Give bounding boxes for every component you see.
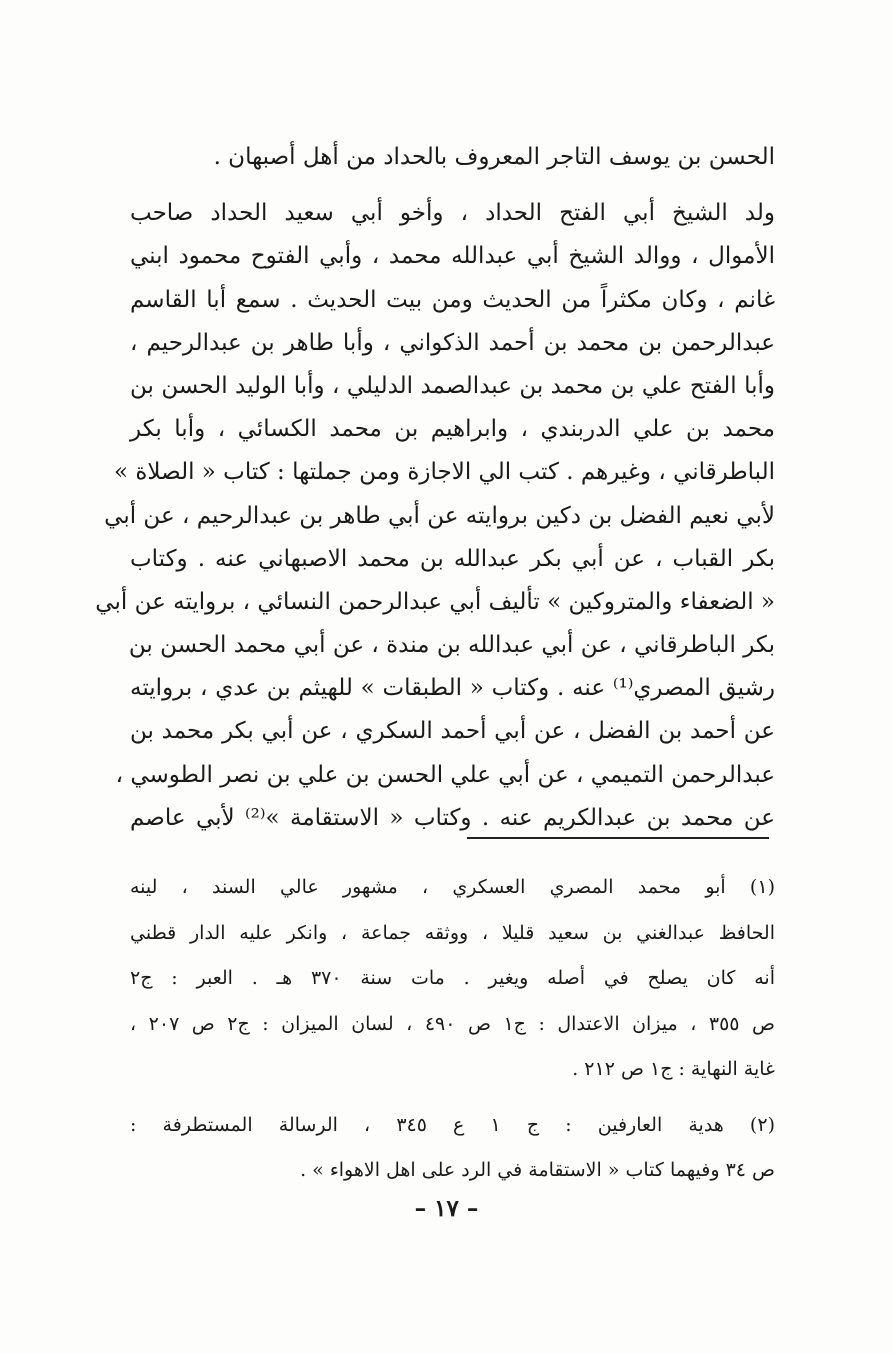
page-number: – ١٧ –	[414, 1195, 479, 1222]
text-line: « الضعفاء والمتروكين » تأليف أبي عبدالرحمن النسائي ، بروايته عن أبي	[95, 588, 775, 615]
footnote-line: (٢) هدية العارفين : ج ١ ع ٣٤٥ ، الرسالة المستطرفة :	[130, 1113, 775, 1136]
text-line: غانم ، وكان مكثراً من الحديث ومن بيت الحديث . سمع أبا القاسم	[130, 286, 775, 313]
footnotes-block	[130, 865, 775, 1194]
footnote-line: ص ٣٤ وفيهما كتاب « الاستقامة في الرد على اهل الاهواء » .	[300, 1159, 775, 1181]
text-line: عبدالرحمن بن محمد بن أحمد الذكواني ، وأبا طاهر بن عبدالرحيم ،	[130, 329, 775, 356]
text-line: رشيق المصري⁽¹⁾ عنه . وكتاب « الطبقات » للهيثم بن عدي ، بروايته	[130, 675, 776, 702]
main-text-block	[95, 136, 776, 840]
text-line: وأبا الفتح علي بن محمد بن عبدالصمد الدليلي ، وأبا الوليد الحسن بن	[130, 372, 775, 399]
text-line: عن أحمد بن الفضل ، عن أبي أحمد السكري ، عن أبي بكر محمد بن	[130, 718, 775, 745]
footnote-line: الحافظ عبدالغني بن سعيد قليلا ، ووثقه جماعة ، وانكر عليه الدار قطني	[130, 921, 775, 944]
text-line: محمد بن علي الدربندي ، وابراهيم بن محمد الكسائي ، وأبا بكر	[130, 416, 775, 443]
footnote-divider	[467, 837, 769, 839]
footnote-line: ص ٣٥٥ ، ميزان الاعتدال : ج١ ص ٤٩٠ ، لسان الميزان : ج٢ ص ٢٠٧ ،	[130, 1012, 775, 1035]
text-line: الحسن بن يوسف التاجر المعروف بالحداد من أهل أصبهان .	[213, 144, 775, 170]
text-line: لأبي نعيم الفضل بن دكين بروايته عن أبي طاهر بن عبدالرحيم ، عن أبي	[104, 502, 775, 529]
text-line: عن محمد بن عبدالكريم عنه . وكتاب « الاستقامة »⁽²⁾ لأبي عاصم	[130, 804, 776, 831]
footnote-line: (١) أبو محمد المصري العسكري ، مشهور عالي السند ، لينه	[130, 876, 775, 898]
text-line: بكر الباطرقاني ، عن أبي عبدالله بن مندة ، عن أبي محمد الحسن بن	[128, 632, 775, 659]
text-line: الباطرقاني ، وغيرهم . كتب الي الاجازة ومن جملتها : كتاب « الصلاة »	[113, 459, 775, 486]
text-line: ولد الشيخ أبي الفتح الحداد ، وأخو أبي سعيد الحداد صاحب	[130, 200, 775, 227]
text-line: عبدالرحمن التميمي ، عن أبي علي الحسن بن علي بن نصر الطوسي ،	[115, 761, 775, 788]
footnote-line: أنه كان يصلح في أصله ويغير . مات سنة ٣٧٠ هـ . العبر : ج٢	[130, 967, 775, 989]
footnote-line: غاية النهاية : ج١ ص ٢١٢ .	[572, 1058, 775, 1080]
text-line: بكر القباب ، عن أبي بكر عبدالله بن محمد الاصبهاني عنه . وكتاب	[130, 545, 775, 572]
text-line: الأموال ، ووالد الشيخ أبي عبدالله محمد ، وأبي الفتوح محمود ابني	[130, 243, 775, 270]
